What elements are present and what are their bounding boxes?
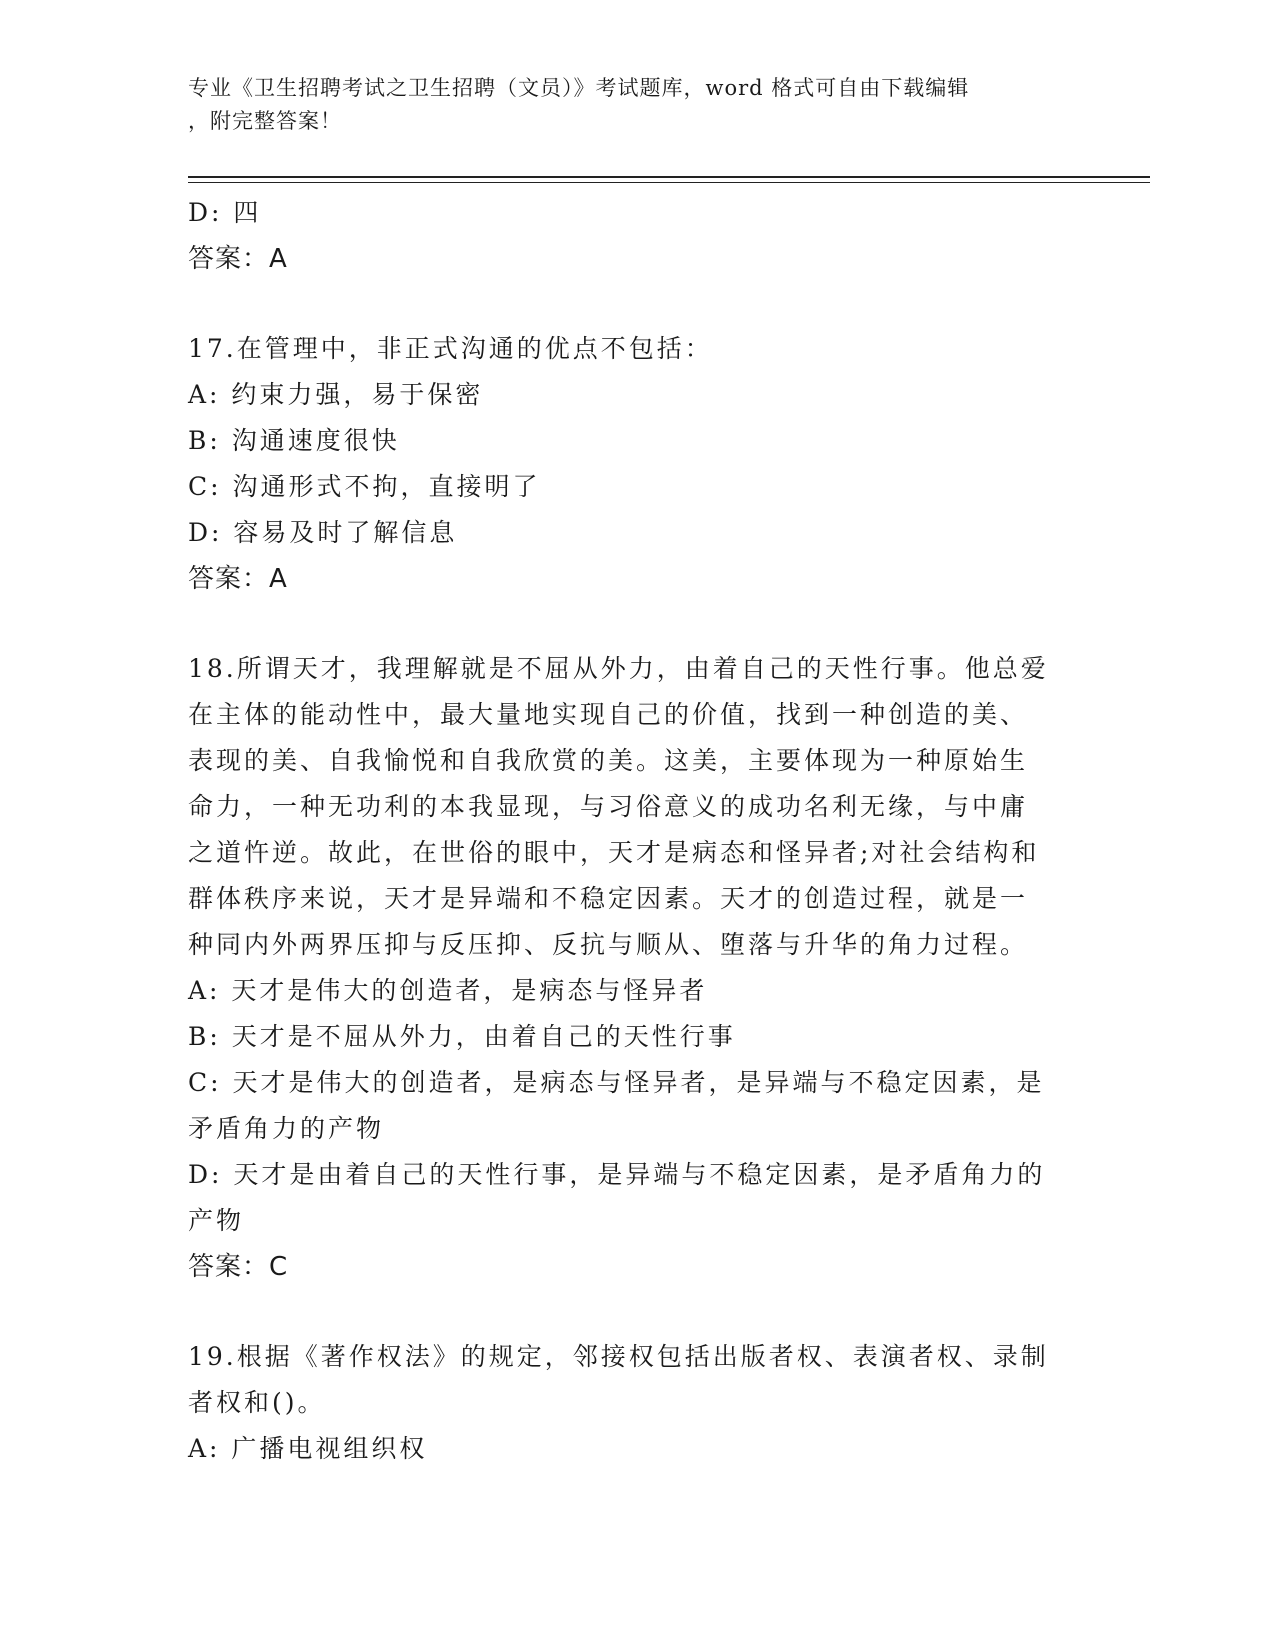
prev-question-tail <box>188 190 1088 282</box>
question-stem-line: 者权和()。 <box>188 1388 326 1417</box>
question-stem-line: 在主体的能动性中，最大量地实现自己的价值，找到一种创造的美、 <box>188 700 1029 729</box>
question-stem-line: 之道忤逆。故此，在世俗的眼中，天才是病态和怪异者;对社会结构和 <box>188 838 1040 867</box>
option-a: A: 约束力强，易于保密 <box>188 380 484 409</box>
option-c-line: C: 天才是伟大的创造者，是病态与怪异者，是异端与不稳定因素，是 <box>188 1068 1045 1097</box>
document-body <box>188 190 1088 1472</box>
header-rule-thick <box>188 176 1150 178</box>
spacer <box>188 602 1088 646</box>
header-line-2: ，附完整答案！ <box>188 109 342 133</box>
question-17 <box>188 326 1088 602</box>
question-stem: 17.在管理中，非正式沟通的优点不包括： <box>188 334 713 363</box>
option-b: B: 沟通速度很快 <box>188 426 400 455</box>
spacer <box>188 1290 1088 1334</box>
question-stem-line: 19.根据《著作权法》的规定，邻接权包括出版者权、表演者权、录制 <box>188 1342 1049 1371</box>
spacer <box>188 282 1088 326</box>
question-stem-line: 命力，一种无功利的本我显现，与习俗意义的成功名利无缘，与中庸 <box>188 792 1029 821</box>
option-d-line: 产物 <box>188 1206 245 1235</box>
option-d: D: 容易及时了解信息 <box>188 518 458 547</box>
option-a: A: 广播电视组织权 <box>188 1434 428 1463</box>
question-stem-line: 18.所谓天才，我理解就是不屈从外力，由着自己的天性行事。他总爱 <box>188 654 1049 683</box>
option-b: B: 天才是不屈从外力，由着自己的天性行事 <box>188 1022 736 1051</box>
answer: 答案：A <box>188 564 288 594</box>
header-rule-thin <box>188 182 1150 183</box>
option-c-line: 矛盾角力的产物 <box>188 1114 385 1143</box>
option-d-line: D: 天才是由着自己的天性行事，是异端与不稳定因素，是矛盾角力的 <box>188 1160 1046 1189</box>
option-c: C: 沟通形式不拘，直接明了 <box>188 472 541 501</box>
question-stem-line: 种同内外两界压抑与反压抑、反抗与顺从、堕落与升华的角力过程。 <box>188 930 1029 959</box>
question-18 <box>188 646 1088 1290</box>
document-header <box>188 72 1068 138</box>
option-a: A: 天才是伟大的创造者，是病态与怪异者 <box>188 976 708 1005</box>
question-19 <box>188 1334 1088 1472</box>
header-line-1: 专业《卫生招聘考试之卫生招聘（文员）》考试题库，word 格式可自由下载编辑 <box>188 76 970 100</box>
question-stem-line: 表现的美、自我愉悦和自我欣赏的美。这美，主要体现为一种原始生 <box>188 746 1029 775</box>
question-stem-line: 群体秩序来说，天才是异端和不稳定因素。天才的创造过程，就是一 <box>188 884 1029 913</box>
answer: 答案：A <box>188 244 288 274</box>
option-d: D: 四 <box>188 198 262 227</box>
answer: 答案：C <box>188 1252 289 1282</box>
